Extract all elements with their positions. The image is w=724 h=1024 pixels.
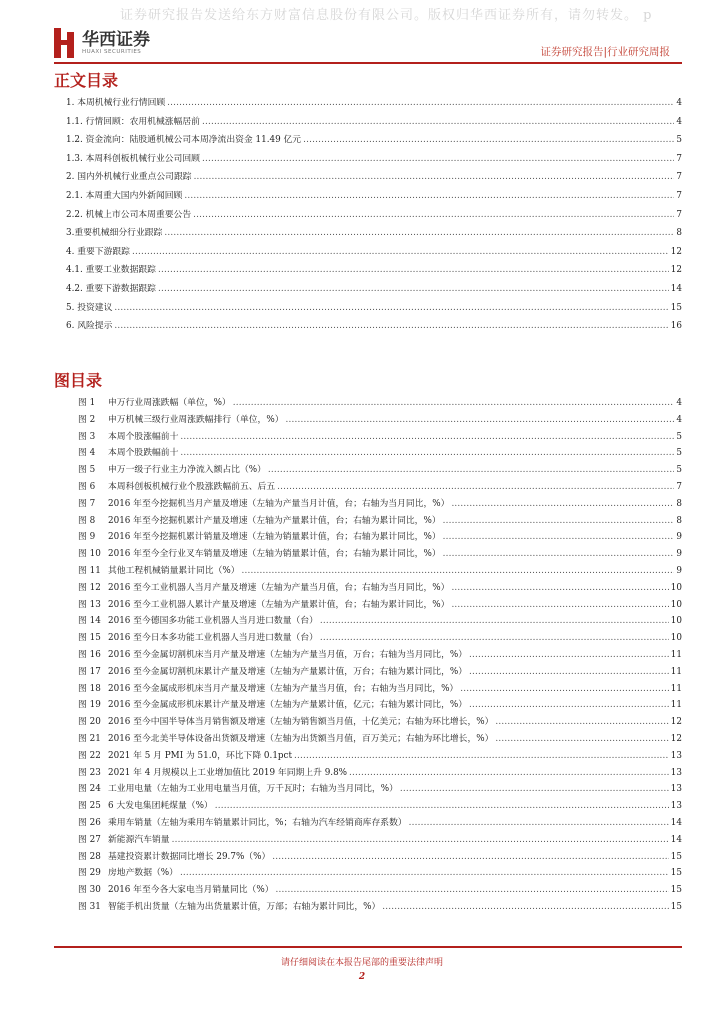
figure-entry-page: 11 — [670, 666, 682, 677]
leader-dots — [451, 600, 668, 609]
figure-entry-page: 10 — [670, 599, 682, 610]
figure-entry-number: 图 31 — [78, 901, 101, 912]
figure-entry[interactable] — [78, 496, 682, 513]
figure-entry-number: 图 3 — [78, 431, 96, 442]
leader-dots — [276, 885, 669, 894]
figure-entry[interactable] — [78, 597, 682, 614]
figure-entry[interactable] — [78, 479, 682, 496]
figure-entry-page: 4 — [676, 414, 682, 425]
leader-dots — [272, 852, 669, 861]
leader-dots — [180, 868, 669, 877]
leader-dots — [180, 432, 674, 441]
leader-dots — [180, 448, 674, 457]
figure-entry-label: 2016 至今工业机器人当月产量及增速（左轴为产量当月值，台；右轴为当月同比，%） — [108, 582, 450, 593]
figure-entry-number: 图 1 — [78, 398, 96, 408]
figure-entry[interactable] — [78, 563, 682, 580]
figure-entry-page: 11 — [670, 700, 682, 711]
toc-list — [66, 95, 682, 337]
figure-entry-page: 8 — [676, 515, 682, 526]
figure-entry-page: 13 — [670, 750, 682, 761]
figure-entry-label: 本周科创板机械行业个股涨跌幅前五、后五 — [108, 481, 276, 492]
leader-dots — [184, 191, 674, 200]
figure-entry-number: 图 28 — [78, 851, 101, 862]
figure-entry[interactable] — [78, 647, 682, 664]
toc-entry-label: 4. 重要下游跟踪 — [66, 246, 130, 257]
figure-entry[interactable] — [78, 849, 682, 866]
figure-entry[interactable] — [78, 613, 682, 630]
toc-entry-page: 7 — [676, 209, 682, 220]
figure-entry[interactable] — [78, 765, 682, 782]
leader-dots — [443, 532, 675, 541]
figure-entry-page: 14 — [670, 834, 682, 845]
figure-entry-page: 15 — [670, 901, 682, 912]
figure-entry[interactable] — [78, 664, 682, 681]
figure-entry-page: 9 — [676, 565, 682, 576]
leader-dots — [443, 549, 675, 558]
leader-dots — [349, 768, 669, 777]
leader-dots — [469, 700, 669, 709]
toc-entry-page: 14 — [670, 283, 682, 294]
figure-entry-page: 12 — [670, 717, 682, 728]
toc-entry[interactable] — [66, 318, 682, 337]
toc-entry-label: 3.重要机械细分行业跟踪 — [66, 228, 163, 239]
toc-entry[interactable] — [66, 151, 682, 170]
figure-entry-number: 图 8 — [78, 515, 96, 526]
page-number: 2 — [358, 972, 366, 982]
figure-entry-page: 5 — [676, 431, 682, 442]
figure-entry-label: 乘用车销量（左轴为乘用车销量累计同比，%；右轴为汽车经销商库存系数） — [108, 817, 407, 828]
leader-dots — [158, 265, 669, 274]
figure-entry[interactable] — [78, 630, 682, 647]
figure-entry-number: 图 22 — [78, 750, 101, 761]
figure-entry-label: 2016 至今中国半导体当月销售额及增速（左轴为销售额当月值，十亿美元；右轴为环比增长，%） — [108, 717, 494, 728]
figure-entry-page: 9 — [676, 532, 682, 543]
figure-entry-label: 2016 年至今各大家电当月销量同比（%） — [108, 885, 274, 896]
toc-entry-label: 2.1. 本周重大国内外新闻回顾 — [66, 190, 183, 201]
figure-entry-label: 申万一级子行业主力净流入额占比（%） — [108, 465, 266, 476]
figure-entry-label: 2016 至今金属成形机床累计产量及增速（左轴为产量累计值，亿元；右轴为累计同比，%） — [108, 700, 468, 711]
toc-entry-label: 1.1. 行情回顾：农用机械涨幅居前 — [66, 116, 200, 127]
figure-entry-page: 14 — [670, 817, 682, 828]
figure-entry[interactable] — [78, 865, 682, 882]
figure-entry-number: 图 19 — [78, 700, 101, 711]
toc-entry[interactable] — [66, 95, 682, 114]
header-divider — [54, 62, 682, 64]
figure-entry[interactable] — [78, 445, 682, 462]
figure-entry[interactable] — [78, 429, 682, 446]
leader-dots — [233, 398, 675, 407]
figure-entry-number: 图 16 — [78, 649, 101, 660]
figure-entry-number: 图 27 — [78, 834, 101, 845]
figure-entry-label: 智能手机出货量（左轴为出货量累计值，万部；右轴为累计同比，%） — [108, 901, 381, 912]
figure-entry[interactable] — [78, 580, 682, 597]
figure-entry-label: 申万行业周涨跌幅（单位，%） — [108, 398, 231, 408]
figure-entry-page: 10 — [670, 633, 682, 644]
figure-entry-label: 2016 至今北美半导体设备出货额及增速（左轴为出货额当月值，百万美元；右轴为环比增长，%） — [108, 733, 494, 744]
figure-entry[interactable] — [78, 781, 682, 798]
figure-entry-label: 2016 年至今挖掘机累计产量及增速（左轴为产量累计值，台；右轴为累计同比，%） — [108, 515, 441, 526]
leader-dots — [451, 499, 674, 508]
figure-entry-number: 图 7 — [78, 498, 96, 509]
figure-entry-page: 8 — [676, 498, 682, 509]
toc-entry[interactable] — [66, 244, 682, 263]
figure-entry-number: 图 29 — [78, 868, 101, 879]
figure-entry-label: 2016 年至今全行业叉车销量及增速（左轴为销量累计值，台；右轴为累计同比，%） — [108, 549, 441, 560]
legal-disclaimer: 请仔细阅读在本报告尾部的重要法律声明 — [280, 958, 443, 968]
toc-entry[interactable] — [66, 207, 682, 226]
figure-entry-page: 15 — [670, 868, 682, 879]
leader-dots — [194, 172, 675, 181]
figure-entry-page: 9 — [676, 549, 682, 560]
toc-entry-page: 8 — [676, 228, 682, 239]
leader-dots — [172, 835, 669, 844]
leader-dots — [469, 650, 669, 659]
logo-mark-icon — [54, 28, 76, 58]
figure-entry-label: 2016 至今金属切割机床累计产量及增速（左轴为产量累计值，万台；右轴为累计同比，%） — [108, 666, 468, 677]
figure-entry[interactable] — [78, 748, 682, 765]
leader-dots — [202, 117, 674, 126]
watermark-text: 证券研究报告发送给东方财富信息股份有限公司。版权归华西证券所有，请勿转发。 p — [120, 8, 653, 23]
figure-entry-label: 2016 至今金属切割机床当月产量及增速（左轴为产量当月值，万台；右轴为当月同比，%） — [108, 649, 468, 660]
leader-dots — [303, 135, 674, 144]
leader-dots — [164, 228, 674, 237]
figure-entry-page: 13 — [670, 767, 682, 778]
leader-dots — [193, 210, 674, 219]
figure-entry-page: 7 — [676, 481, 682, 492]
figure-entry-page: 11 — [670, 649, 682, 660]
figure-entry-number: 图 5 — [78, 465, 96, 476]
toc-entry-page: 12 — [670, 246, 682, 257]
figure-entry-number: 图 11 — [78, 565, 101, 576]
figure-entry-page: 5 — [676, 465, 682, 476]
leader-dots — [294, 751, 669, 760]
figure-entry[interactable] — [78, 714, 682, 731]
leader-dots — [132, 247, 669, 256]
figure-entry[interactable] — [78, 899, 682, 916]
figure-entry-label: 2016 年至今挖掘机当月产量及增速（左轴为产量当月计值，台；右轴为当月同比，%） — [108, 498, 450, 509]
toc-entry[interactable] — [66, 300, 682, 319]
figure-entry-label: 房地产数据（%） — [108, 868, 178, 879]
toc-entry-label: 4.1. 重要工业数据跟踪 — [66, 265, 156, 276]
figure-entry-number: 图 18 — [78, 683, 101, 694]
leader-dots — [495, 717, 668, 726]
figure-entry[interactable] — [78, 832, 682, 849]
toc-entry[interactable] — [66, 262, 682, 281]
toc-entry[interactable] — [66, 169, 682, 188]
figure-entry-label: 其他工程机械销量累计同比（%） — [108, 565, 240, 576]
toc-entry[interactable] — [66, 114, 682, 133]
figure-entry-page: 4 — [676, 398, 682, 408]
figure-entry-page: 5 — [676, 448, 682, 459]
figure-entry-page: 13 — [670, 784, 682, 795]
leader-dots — [242, 566, 675, 575]
toc-entry-page: 7 — [676, 190, 682, 201]
leader-dots — [443, 516, 675, 525]
figure-entry-label: 2016 至今德国多功能工业机器人当月进口数量（台） — [108, 616, 318, 627]
figure-entry[interactable] — [78, 882, 682, 899]
figure-entry-page: 10 — [670, 616, 682, 627]
figure-entry-number: 图 10 — [78, 549, 101, 560]
figure-entry-label: 申万机械三级行业周涨跌幅排行（单位，%） — [108, 414, 284, 425]
figure-entry[interactable] — [78, 513, 682, 530]
figure-entry-number: 图 9 — [78, 532, 96, 543]
figure-entry-number: 图 17 — [78, 666, 101, 677]
figure-entry[interactable] — [78, 798, 682, 815]
leader-dots — [268, 465, 674, 474]
figure-entry-number: 图 20 — [78, 717, 101, 728]
figure-entry-page: 13 — [670, 801, 682, 812]
leader-dots — [158, 284, 669, 293]
figure-entry-number: 图 6 — [78, 481, 96, 492]
leader-dots — [215, 801, 669, 810]
leader-dots — [451, 583, 668, 592]
leader-dots — [320, 633, 669, 642]
figure-entry-number: 图 2 — [78, 414, 96, 425]
leader-dots — [460, 684, 669, 693]
report-type-label: 证券研究报告|行业研究周报 — [540, 46, 670, 58]
figure-entry-label: 2016 年至今挖掘机累计销量及增速（左轴为销量累计值，台；右轴为累计同比，%） — [108, 532, 441, 543]
footer-divider — [54, 946, 682, 948]
figure-entry[interactable] — [78, 731, 682, 748]
toc-entry-page: 12 — [670, 265, 682, 276]
figure-entry[interactable] — [78, 681, 682, 698]
logo-name-cn: 华西证券 — [82, 30, 150, 50]
figure-entry-number: 图 25 — [78, 801, 101, 812]
figure-entry[interactable] — [78, 395, 682, 412]
leader-dots — [202, 154, 674, 163]
figure-entry-number: 图 12 — [78, 582, 101, 593]
toc-entry-page: 16 — [670, 321, 682, 332]
figure-entry-label: 工业用电量（左轴为工业用电量当月值，万千瓦时；右轴为当月同比，%） — [108, 784, 398, 795]
figure-entry[interactable] — [78, 529, 682, 546]
figure-entry-label: 2021 年 5 月 PMI 为 51.0，环比下降 0.1pct — [108, 750, 293, 761]
figure-entry-page: 11 — [670, 683, 682, 694]
figure-entry-label: 6 大发电集团耗煤量（%） — [108, 801, 213, 812]
figure-entry-label: 本周个股跌幅前十 — [108, 448, 179, 459]
toc-entry-label: 4.2. 重要下游数据跟踪 — [66, 283, 156, 294]
logo-name-en: HUAXI SECURITIES — [82, 49, 142, 55]
toc-entry-label: 2.2. 机械上市公司本周重要公告 — [66, 209, 192, 220]
toc-entry-page: 7 — [676, 153, 682, 164]
figure-entry[interactable] — [78, 462, 682, 479]
leader-dots — [409, 818, 669, 827]
toc-entry-page: 7 — [676, 172, 682, 183]
toc-entry[interactable] — [66, 188, 682, 207]
figure-list-title: 图目录 — [54, 371, 103, 390]
figure-entry-number: 图 21 — [78, 733, 101, 744]
toc-entry-label: 2. 国内外机械行业重点公司跟踪 — [66, 172, 192, 183]
leader-dots — [400, 784, 669, 793]
figure-entry-page: 10 — [670, 582, 682, 593]
figure-entry-number: 图 24 — [78, 784, 101, 795]
figure-entry-label: 基建投资累计数据同比增长 29.7%（%） — [108, 851, 271, 862]
leader-dots — [469, 667, 669, 676]
figure-entry-number: 图 15 — [78, 633, 101, 644]
toc-entry-label: 5. 投资建议 — [66, 302, 113, 313]
figure-entry-page: 15 — [670, 885, 682, 896]
figure-entry-number: 图 14 — [78, 616, 101, 627]
toc-entry-label: 6. 风险提示 — [66, 321, 113, 332]
toc-entry[interactable] — [66, 225, 682, 244]
figure-entry[interactable] — [78, 697, 682, 714]
toc-entry-page: 5 — [676, 135, 682, 146]
figure-entry-page: 15 — [670, 851, 682, 862]
leader-dots — [382, 902, 669, 911]
toc-title: 正文目录 — [54, 71, 119, 90]
leader-dots — [167, 98, 674, 107]
figure-entry-number: 图 26 — [78, 817, 101, 828]
toc-entry-page: 15 — [670, 302, 682, 313]
figure-entry-number: 图 23 — [78, 767, 101, 778]
company-logo — [54, 28, 150, 58]
leader-dots — [114, 303, 668, 312]
figure-entry-label: 2016 至今日本多功能工业机器人当月进口数量（台） — [108, 633, 318, 644]
leader-dots — [495, 734, 668, 743]
toc-entry[interactable] — [66, 281, 682, 300]
figure-entry-number: 图 4 — [78, 448, 96, 459]
toc-entry[interactable] — [66, 132, 682, 151]
toc-entry-label: 1.3. 本周科创板机械行业公司回顾 — [66, 153, 200, 164]
toc-entry-label: 1. 本周机械行业行情回顾 — [66, 98, 166, 108]
figure-entry-page: 12 — [670, 733, 682, 744]
toc-entry-page: 4 — [676, 116, 682, 127]
figure-entry-label: 2016 至今工业机器人累计产量及增速（左轴为产量累计值，台；右轴为累计同比，%） — [108, 599, 450, 610]
leader-dots — [114, 321, 668, 330]
figure-entry-number: 图 13 — [78, 599, 101, 610]
figure-list — [78, 395, 682, 916]
figure-entry-label: 新能源汽车销量 — [108, 834, 170, 845]
figure-entry-label: 2021 年 4 月规模以上工业增加值比 2019 年同期上升 9.8% — [108, 767, 348, 778]
figure-entry-label: 2016 至今金属成形机床当月产量及增速（左轴为产量当月值，台；右轴为当月同比，%） — [108, 683, 459, 694]
figure-entry-label: 本周个股涨幅前十 — [108, 431, 179, 442]
figure-entry[interactable] — [78, 412, 682, 429]
leader-dots — [277, 482, 674, 491]
leader-dots — [286, 415, 675, 424]
figure-entry-number: 图 30 — [78, 885, 101, 896]
toc-entry-page: 4 — [676, 98, 682, 108]
leader-dots — [320, 616, 669, 625]
toc-entry-label: 1.2. 资金流向：陆股通机械公司本周净流出资金 11.49 亿元 — [66, 135, 302, 146]
figure-entry[interactable] — [78, 546, 682, 563]
figure-entry[interactable] — [78, 815, 682, 832]
